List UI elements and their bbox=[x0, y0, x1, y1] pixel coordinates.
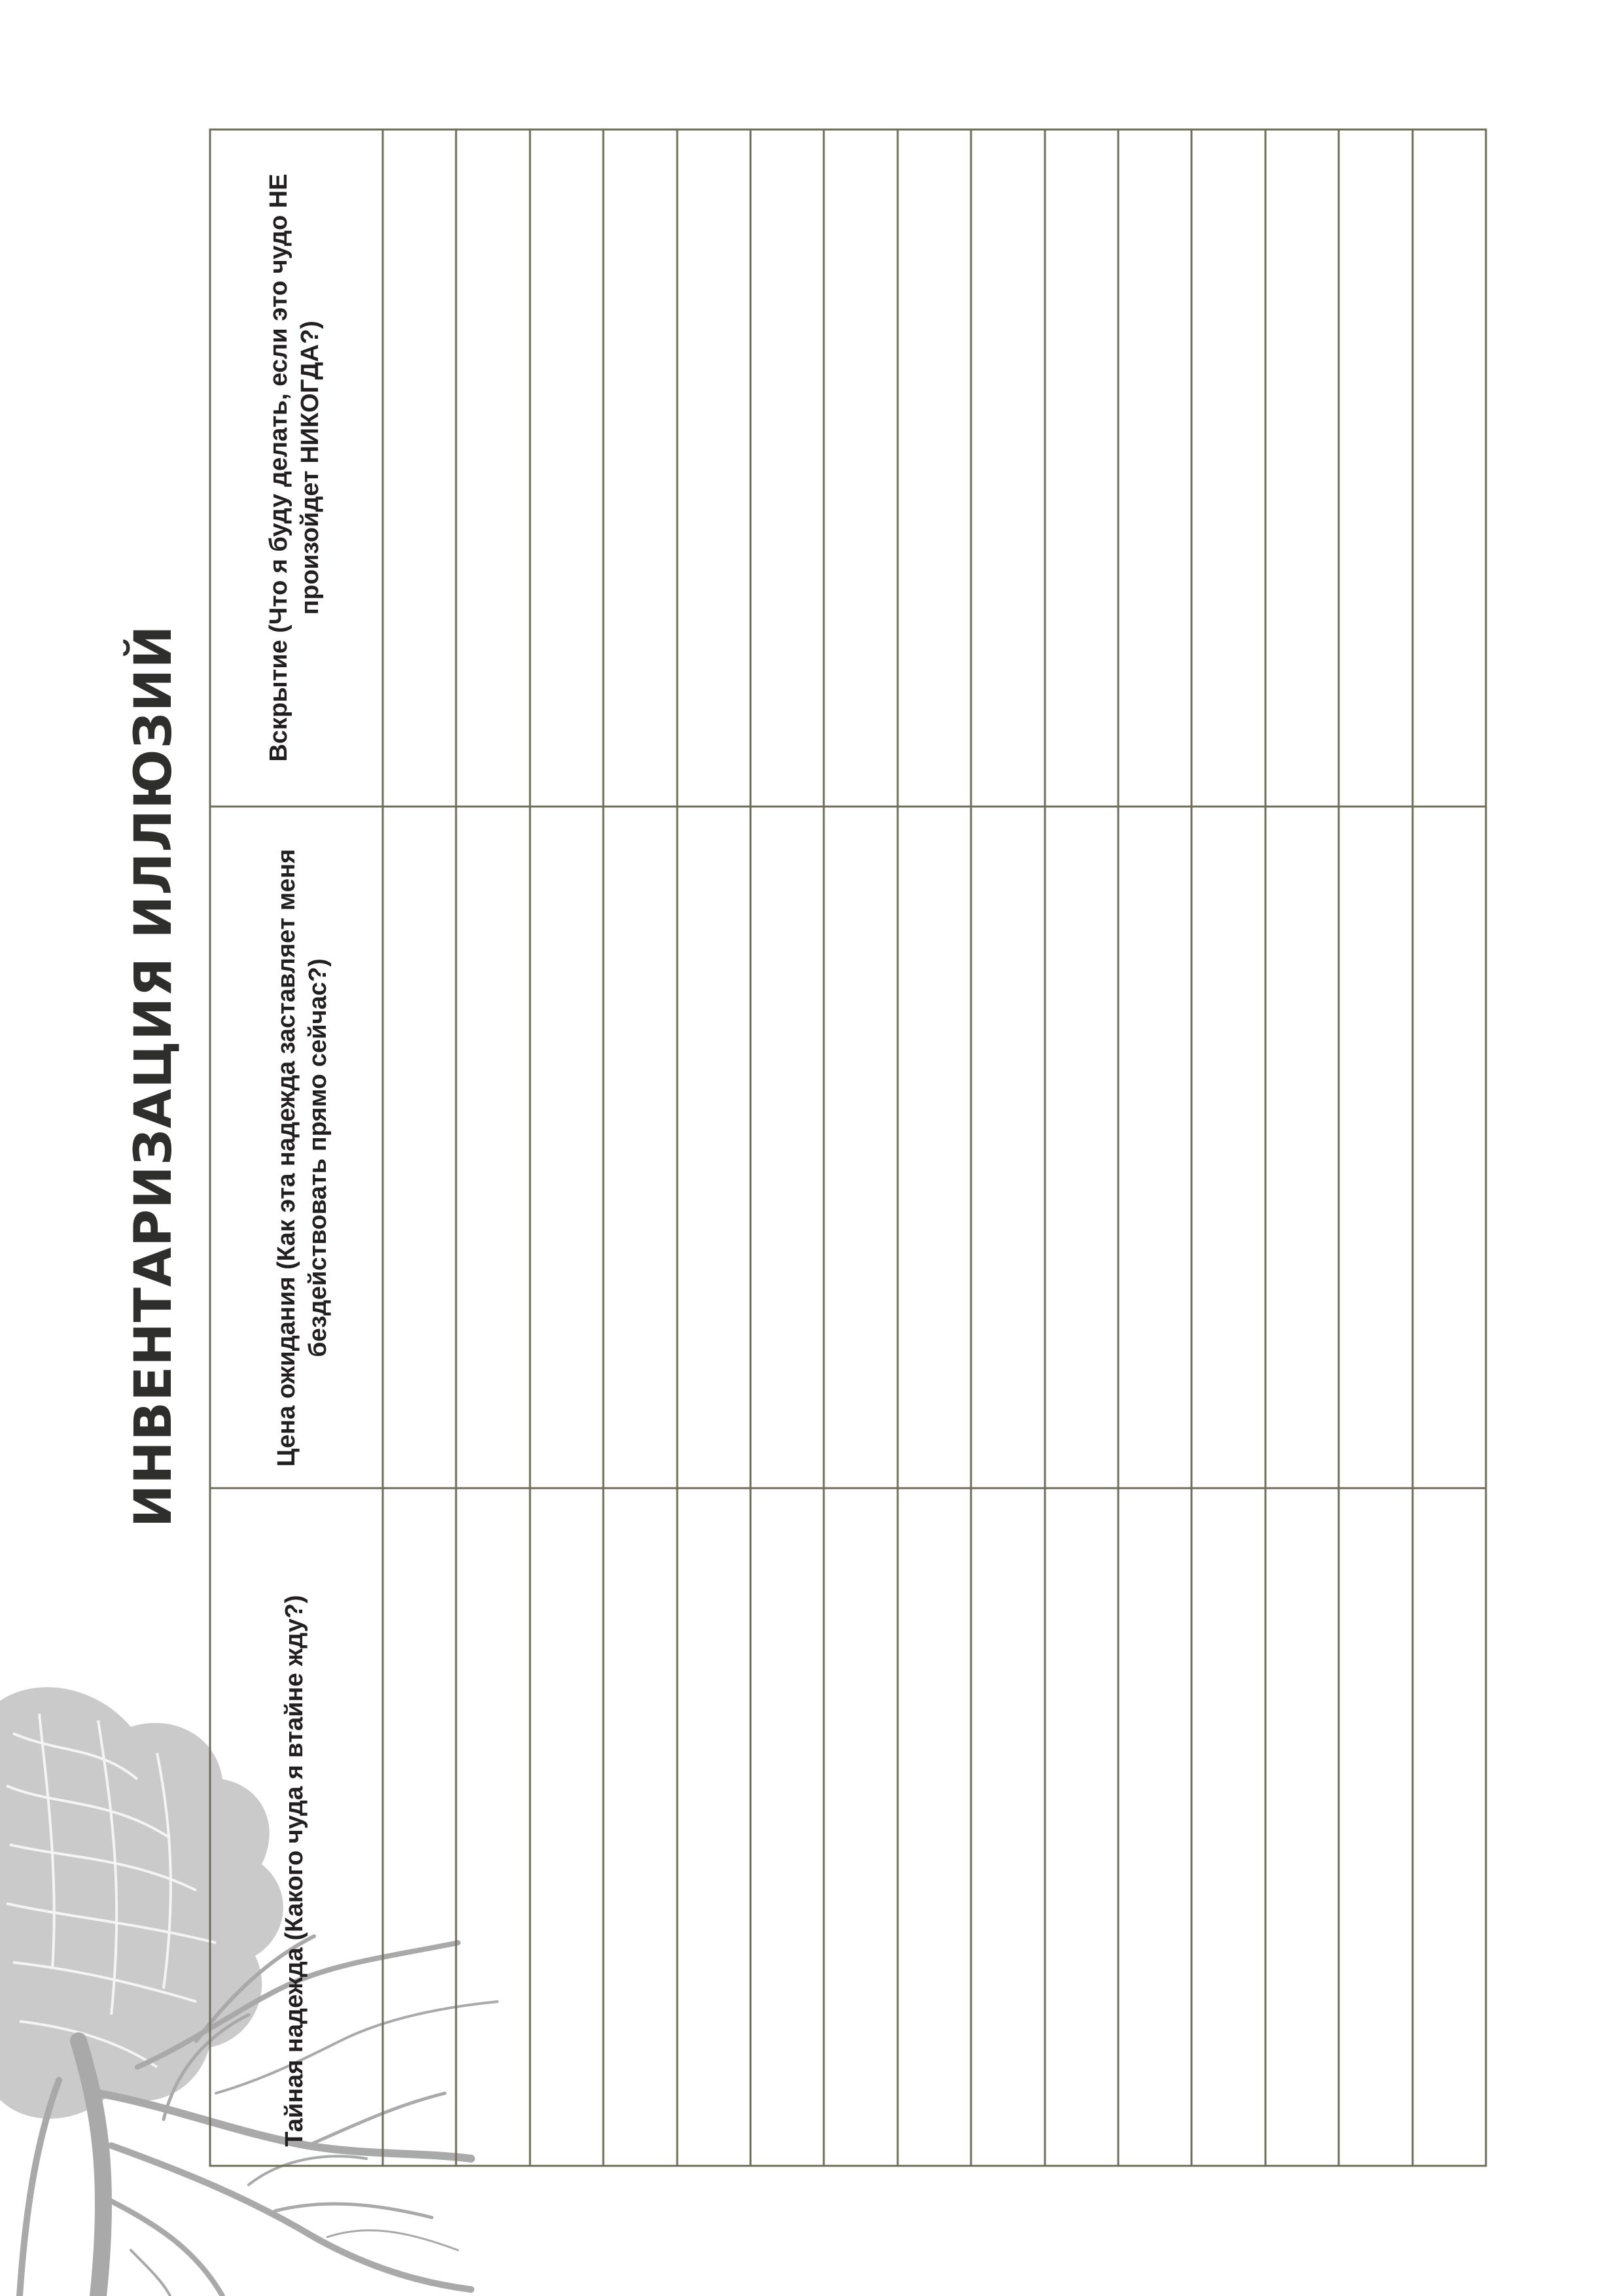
table-border bbox=[210, 130, 1486, 2166]
column-header-secret-hope: Тайная надежда (Какого чуда я втайне жду?) bbox=[281, 1595, 308, 2147]
page-title: ИНВЕНТАРИЗАЦИЯ ИЛЛЮЗИЙ bbox=[124, 625, 183, 1527]
column-header-cost-of-waiting: Цена ожидания (Как эта надежда заставляет меня бездействовать прямо сейчас?) bbox=[273, 848, 332, 1467]
column-header-reveal: Вскрытие (Что я буду делать, если это чудо НЕ произойдет НИКОГДА?) bbox=[265, 173, 324, 762]
